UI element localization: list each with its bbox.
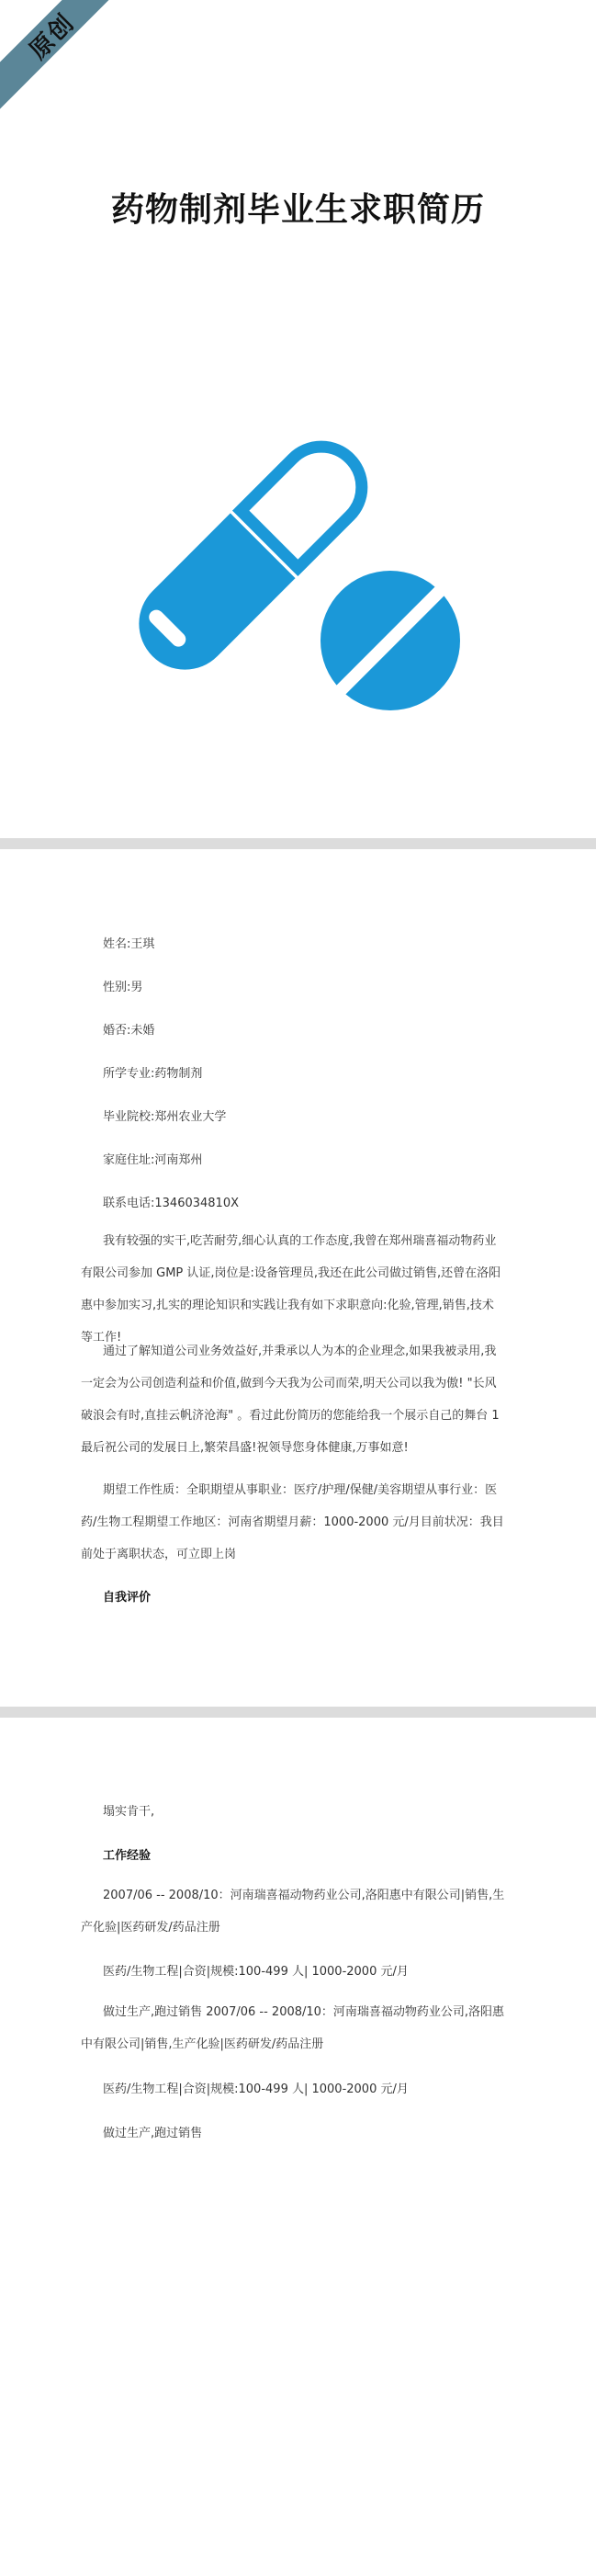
self-evaluation-heading: 自我评价 (103, 1591, 152, 1605)
info-marital: 婚否:未婚 (103, 1024, 155, 1038)
page-separator (0, 1707, 596, 1718)
info-address: 家庭住址:河南郑州 (103, 1153, 203, 1167)
job-entry-detail: 医药/生物工程|合资|规模:100-499 人| 1000-2000 元/月 (103, 1965, 409, 1979)
capsule-pill-icon (101, 404, 468, 717)
job-entry: 2007/06 -- 2008/10：河南瑞喜福动物药业公司,洛阳惠中有限公司|销售,生产化验|医药研发/药品注册 (81, 1889, 505, 1935)
motivation-paragraph: 通过了解知道公司业务效益好,并秉承以人为本的企业理念,如果我被录用,我一定会为公司创造利益和价值,做到今天我为公司而荣,明天公司以我为傲! "长风破浪会有时,直挂云帆济沧海" 。看过此份简历的您能给我一个展示自己的舞台 1 最后祝公司的发展日上,繁荣昌盛!祝领导您身体健康,万事如意! (81, 1345, 500, 1455)
job-entry-note: 做过生产,跑过销售 (103, 2127, 203, 2140)
badge-label: 原创 (24, 8, 81, 65)
info-major: 所学专业:药物制剂 (103, 1067, 203, 1081)
job-entry-detail: 医药/生物工程|合资|规模:100-499 人| 1000-2000 元/月 (103, 2082, 409, 2096)
capsule-highlight-dot (150, 665, 163, 678)
info-gender: 性别:男 (103, 981, 143, 994)
job-entry: 做过生产,跑过销售 2007/06 -- 2008/10：河南瑞喜福动物药业公司,洛阳惠中有限公司|销售,生产化验|医药研发/药品注册 (81, 2005, 505, 2051)
page-separator (0, 838, 596, 849)
info-school: 毕业院校:郑州农业大学 (103, 1110, 227, 1124)
self-evaluation-text: 塌实肯干, (103, 1805, 155, 1819)
page-title: 药物制剂毕业生求职简历 (110, 191, 485, 229)
intro-paragraph: 我有较强的实干,吃苦耐劳,细心认真的工作态度,我曾在郑州瑞喜福动物药业有限公司参加 GMP 认证,岗位是:设备管理员,我还在此公司做过销售,还曾在洛阳惠中参加实习,扎实的理论知识和实践让我有如下求职意向:化验,管理,销售,技术等工作! (81, 1234, 501, 1345)
job-expectation-paragraph: 期望工作性质：全职期望从事职业：医疗/护理/保健/美容期望从事行业：医药/生物工程期望工作地区：河南省期望月薪：1000-2000 元/月目前状况：我目前处于离职状态，可立即上岗 (81, 1483, 504, 1561)
info-name: 姓名:王琪 (103, 937, 155, 951)
info-phone: 联系电话:1346034810X (103, 1197, 239, 1210)
original-badge (0, 0, 110, 110)
badge-band (0, 0, 110, 110)
work-experience-heading: 工作经验 (103, 1849, 152, 1863)
